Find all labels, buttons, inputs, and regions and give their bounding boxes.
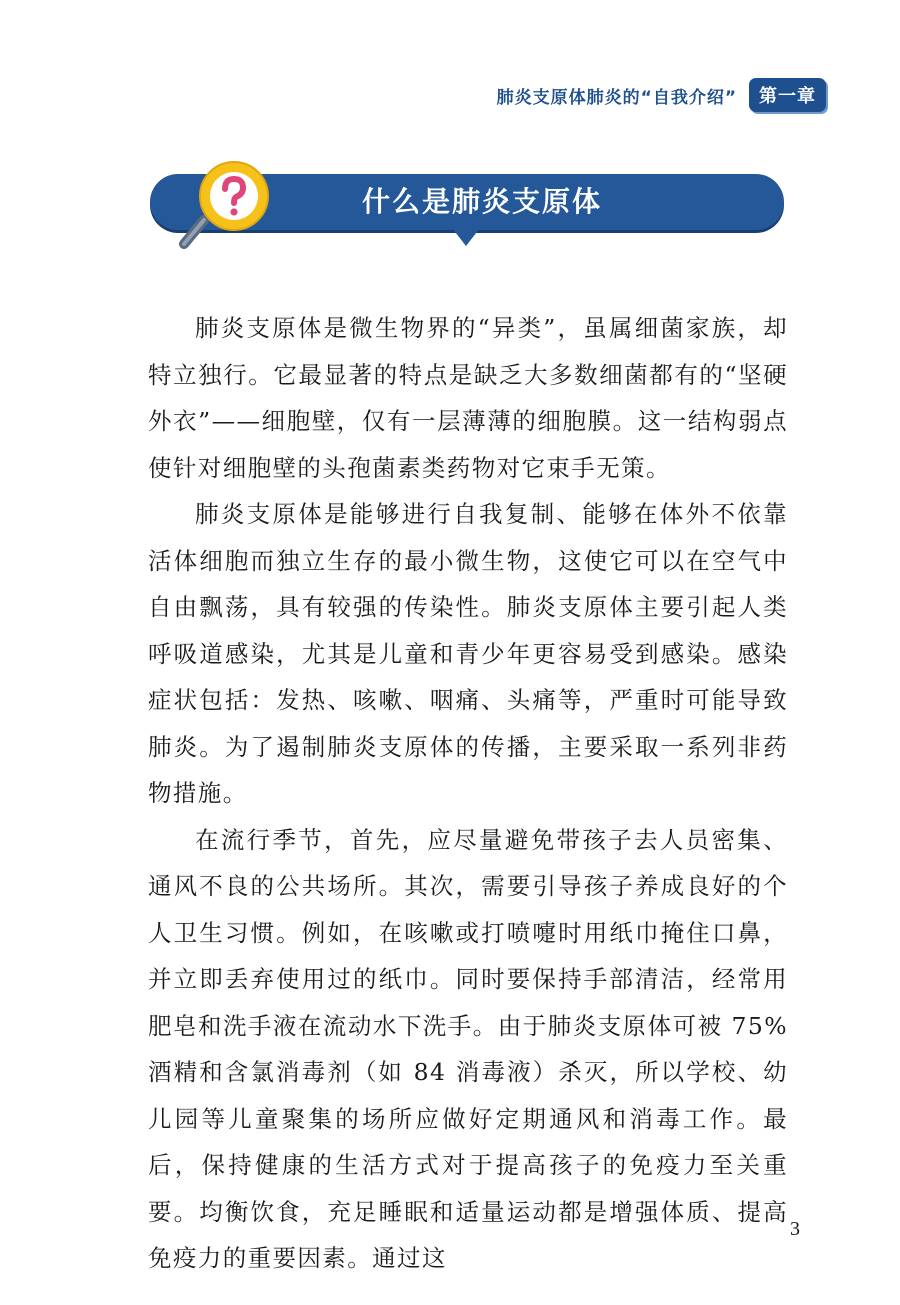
running-header <box>497 78 826 112</box>
chapter-tag: 第一章 <box>749 78 826 112</box>
banner-pointer <box>452 228 480 246</box>
paragraph-3: 在流行季节，首先，应尽量避免带孩子去人员密集、通风不良的公共场所。其次，需要引导孩子养成良好的个人卫生习惯。例如，在咳嗽或打喷嚏时用纸巾掩住口鼻，并立即丢弃使用过的纸巾。同时要保持手部清洁，经常用肥皂和洗手液在流动水下洗手。由于肺炎支原体可被 75% 酒精和含氯消毒剂（如 84 消毒液）杀灭，所以学校、幼儿园等儿童聚集的场所应做好定期通风和消毒工作。最后，保持健康的生活方式对于提高孩子的免疫力至关重要。均衡饮食，充足睡眠和适量运动都是增强体质、提高免疫力的重要因素。通过这 <box>148 825 788 1272</box>
paragraph-2: 肺炎支原体是能够进行自我复制、能够在体外不依靠活体细胞而独立生存的最小微生物，这使它可以在空气中自由飘荡，具有较强的传染性。肺炎支原体主要引起人类呼吸道感染，尤其是儿童和青少年更容易受到感染。感染症状包括：发热、咳嗽、咽痛、头痛等，严重时可能导致肺炎。为了遏制肺炎支原体的传播，主要采取一系列非药物措施。 <box>148 500 788 807</box>
page-number: 3 <box>790 1218 800 1240</box>
running-title: 肺炎支原体肺炎的“自我介绍” <box>496 87 737 108</box>
article-body <box>148 305 788 1282</box>
section-title: 什么是肺炎支原体 <box>361 185 602 218</box>
question-magnifier-icon <box>172 158 282 258</box>
paragraph-1: 肺炎支原体是微生物界的“异类”，虽属细菌家族，却特立独行。它最显著的特点是缺乏大多数细菌都有的“坚硬外衣”——细胞壁，仅有一层薄薄的细胞膜。这一结构弱点使针对细胞壁的头孢菌素类药物对它束手无策。 <box>148 314 788 482</box>
